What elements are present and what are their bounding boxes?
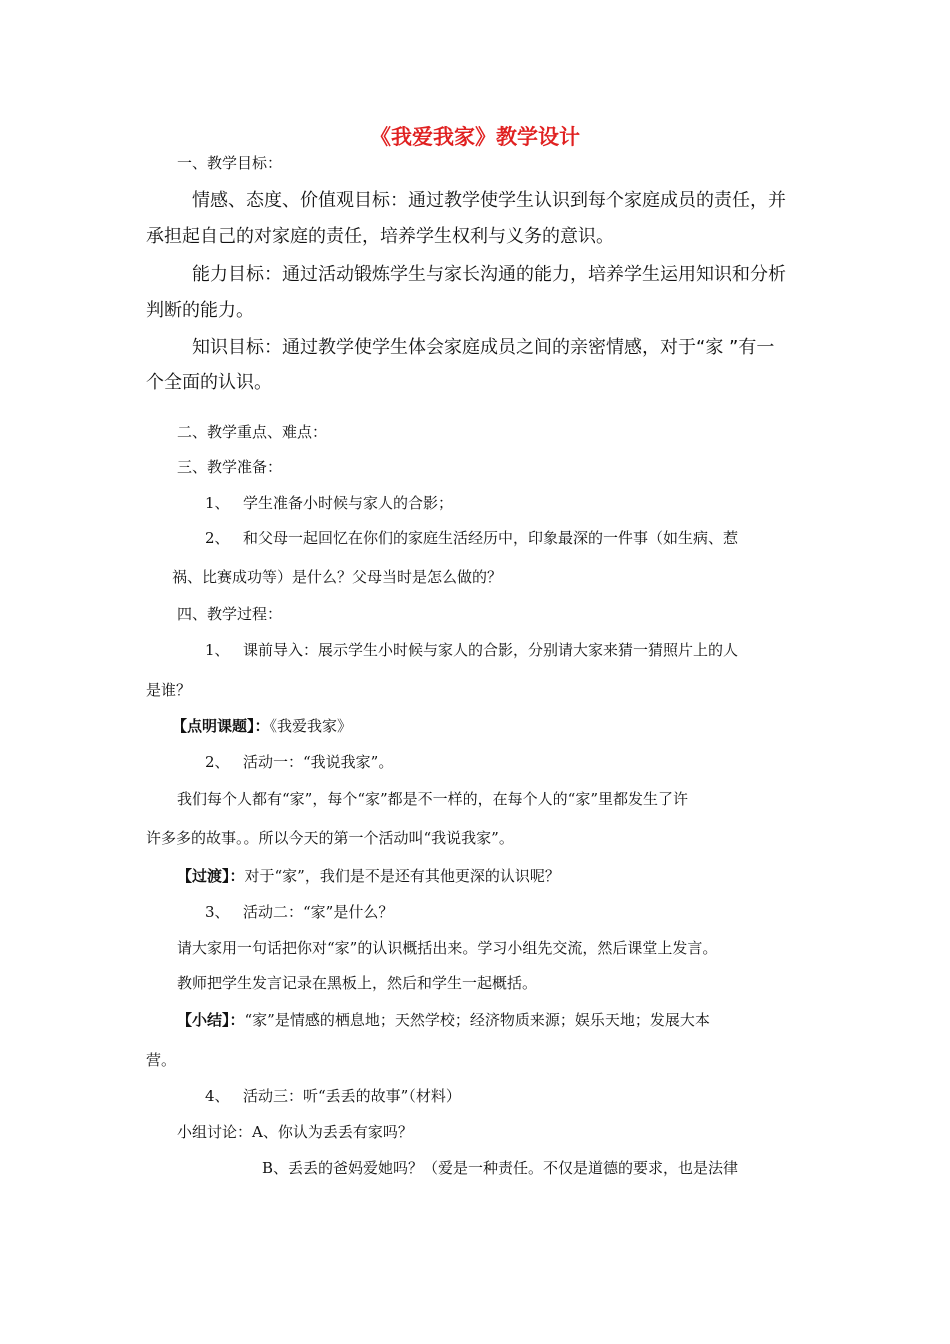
note-label: 【点明课题】：: [172, 717, 270, 735]
note-text: 《我爱我家》: [269, 717, 353, 735]
list-item-text: 和父母一起回忆在你们的家庭生活经历中，印象最深的一件事（如生病、惹: [243, 529, 739, 547]
list-number: 1、: [205, 494, 230, 512]
summary-note-cont: 营。: [146, 1051, 177, 1069]
note-label: 【过渡】：: [177, 867, 245, 885]
list-item-prep-2-cont: 祸、比赛成功等）是什么？父母当时是怎么做的？: [172, 568, 503, 586]
list-item-prep-1: [205, 496, 453, 511]
section-heading-process: 四、教学过程：: [177, 605, 283, 623]
step-2: [205, 755, 393, 770]
list-number: 3、: [205, 903, 230, 921]
paragraph-activity-1-cont: 许多多的故事。。所以今天的第一个活动叫“我说我家”。: [146, 829, 514, 847]
summary-note: [177, 1013, 710, 1028]
list-number: 2、: [205, 529, 230, 547]
paragraph-activity-1: 我们每个人都有“家”，每个“家”都是不一样的，在每个人的“家”里都发生了许: [177, 790, 689, 808]
paragraph-activity-2: 请大家用一句话把你对“家”的认识概括出来。学习小组先交流，然后课堂上发言。: [177, 939, 718, 957]
section-heading-objectives: 一、教学目标：: [177, 154, 283, 172]
note-text: “家”是情感的栖息地；天然学校；经济物质来源；娱乐天地；发展大本: [244, 1011, 710, 1029]
transition-note: [177, 869, 560, 884]
paragraph-goal-ability-cont: 判断的能力。: [146, 300, 254, 321]
note-text: 对于“家”，我们是不是还有其他更深的认识呢？: [244, 867, 560, 885]
section-heading-preparation: 三、教学准备：: [177, 458, 283, 476]
paragraph-goal-emotion: 情感、态度、价值观目标：通过教学使学生认识到每个家庭成员的责任，并: [192, 190, 786, 211]
step-4: [205, 1089, 461, 1104]
topic-note: [172, 719, 352, 734]
step-1: [205, 643, 738, 658]
paragraph-goal-emotion-cont: 承担起自己的对家庭的责任，培养学生权利与义务的意识。: [146, 226, 614, 247]
list-number: 1、: [205, 641, 230, 659]
paragraph-goal-knowledge: 知识目标：通过教学使学生体会家庭成员之间的亲密情感，对于“家 ”有一: [192, 337, 775, 358]
document-title: 《我爱我家》教学设计: [370, 125, 580, 149]
list-item-text: 学生准备小时候与家人的合影；: [243, 494, 454, 512]
list-item-text: 课前导入：展示学生小时候与家人的合影，分别请大家来猜一猜照片上的人: [243, 641, 739, 659]
section-heading-key-points: 二、教学重点、难点：: [177, 423, 328, 441]
list-item-text: 活动一：“我说我家”。: [243, 753, 394, 771]
list-item-prep-2: [205, 531, 738, 546]
list-item-text: 活动三：听“丢丢的故事”（材料）: [243, 1087, 461, 1105]
list-item-text: 活动二：“家”是什么？: [243, 903, 394, 921]
paragraph-goal-ability: 能力目标：通过活动锻炼学生与家长沟通的能力，培养学生运用知识和分析: [192, 264, 786, 285]
paragraph-activity-2-b: 教师把学生发言记录在黑板上，然后和学生一起概括。: [177, 974, 538, 992]
paragraph-goal-knowledge-cont: 个全面的认识。: [146, 372, 272, 393]
list-number: 2、: [205, 753, 230, 771]
list-number: 4、: [205, 1087, 230, 1105]
discussion-question-b: B、丢丢的爸妈爱她吗？（爱是一种责任。不仅是道德的要求，也是法律: [262, 1159, 739, 1177]
step-3: [205, 905, 393, 920]
note-label: 【小结】：: [177, 1011, 245, 1029]
discussion-question-a: 小组讨论：A、你认为丢丢有家吗？: [177, 1123, 413, 1141]
step-1-cont: 是谁？: [146, 681, 192, 699]
